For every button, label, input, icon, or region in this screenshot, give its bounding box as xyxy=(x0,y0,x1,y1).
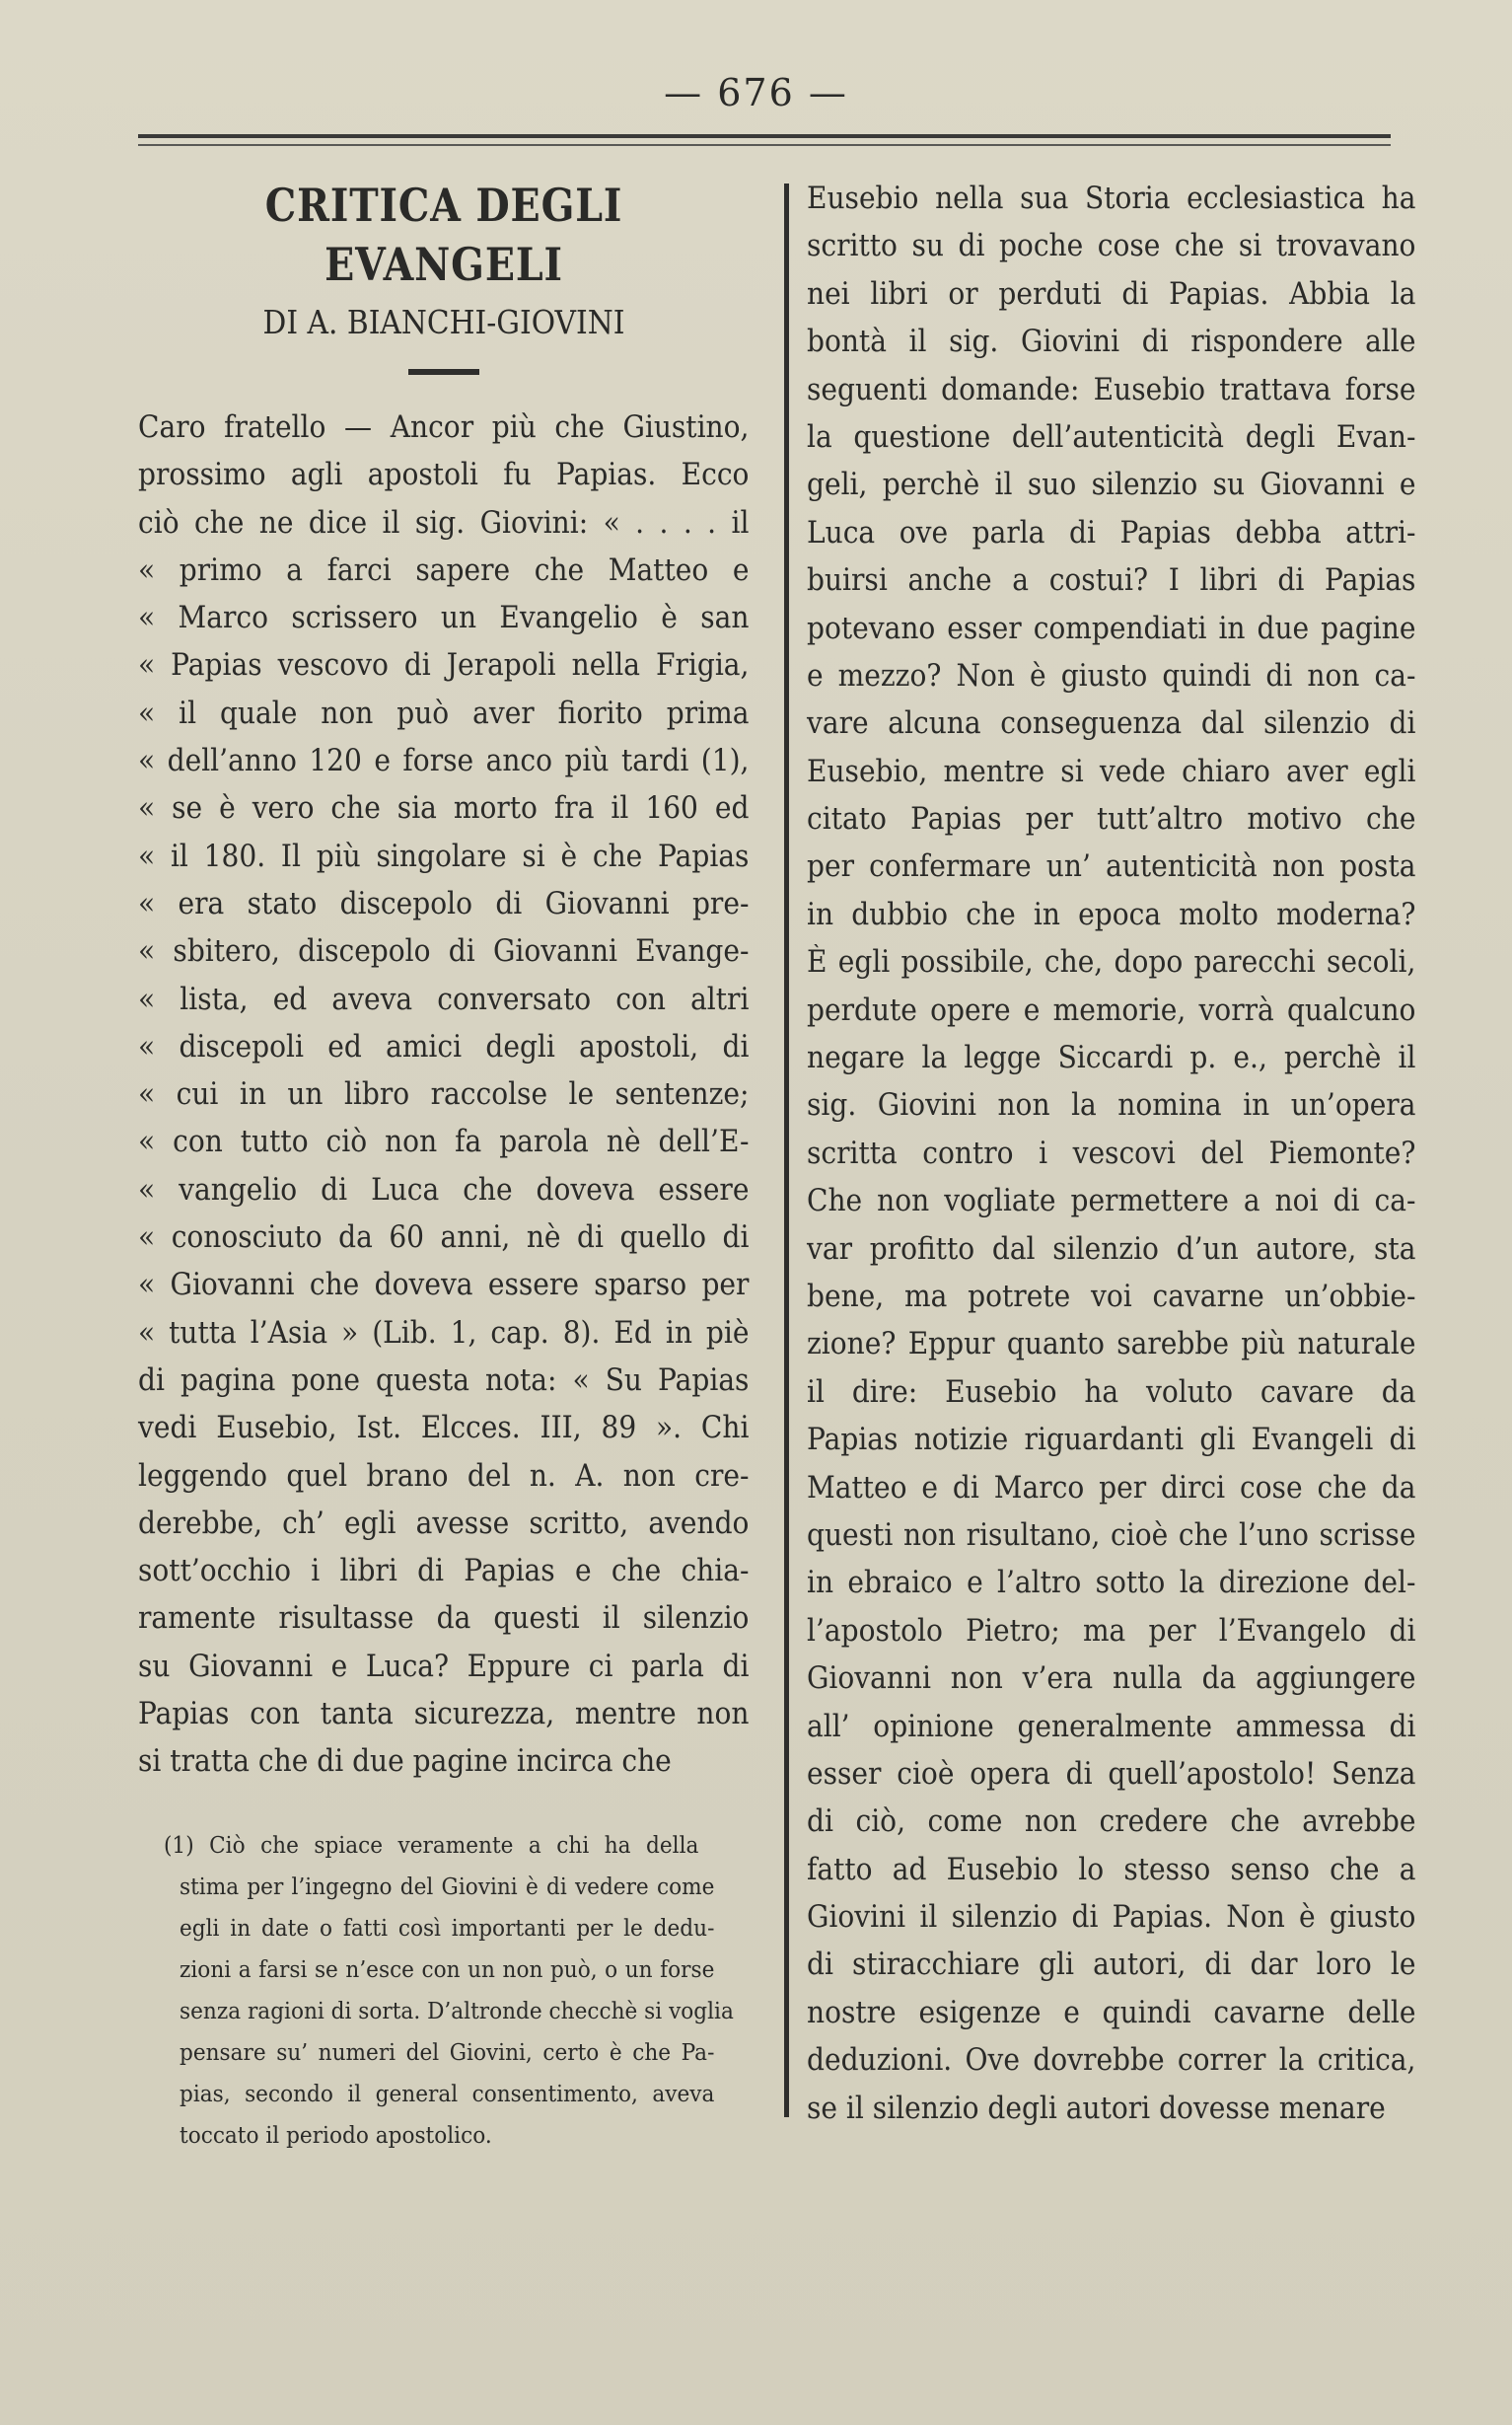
text-line: « conosciuto da 60 anni, nè di quello di xyxy=(138,1220,750,1256)
text-line: È egli possibile, che, dopo parecchi secoli, xyxy=(807,945,1416,981)
text-line: var profitto dal silenzio d’un autore, sta xyxy=(807,1231,1416,1267)
text-line: Luca ove parla di Papias debba attri- xyxy=(807,515,1416,551)
text-line: deduzioni. Ove dovrebbe correr la critica, xyxy=(807,2043,1416,2079)
text-line: su Giovanni e Luca? Eppure ci parla di xyxy=(138,1649,750,1684)
text-line: « discepoli ed amici degli apostoli, di xyxy=(138,1029,750,1065)
text-line: Papias con tanta sicurezza, mentre non xyxy=(138,1697,750,1732)
text-line: l’apostolo Pietro; ma per l’Evangelo di xyxy=(807,1613,1416,1649)
text-line: potevano esser compendiati in due pagine xyxy=(807,611,1416,646)
footnote-line: zioni a farsi se n’esce con un non può, o un forse xyxy=(180,1954,715,1983)
text-line: ramente risultasse da questi il silenzio xyxy=(138,1601,750,1637)
text-line: prossimo agli apostoli fu Papias. Ecco xyxy=(138,458,750,493)
text-line: di stiracchiare gli autori, di dar loro le xyxy=(807,1947,1416,1983)
text-line: buirsi anche a costui? I libri di Papias xyxy=(807,563,1416,599)
left-column xyxy=(138,176,750,2156)
text-line: derebbe, ch’ egli avesse scritto, avendo xyxy=(138,1506,750,1541)
text-line: vedi Eusebio, Ist. Elcces. III, 89 ». Chi xyxy=(138,1411,750,1446)
text-line: di ciò, come non credere che avrebbe xyxy=(807,1804,1416,1840)
text-line: se il silenzio degli autori dovesse menare xyxy=(807,2091,1386,2126)
article-author: DI A. BIANCHI-GIOVINI xyxy=(262,303,625,341)
header-rule-thin xyxy=(138,144,1391,146)
footnote-line: pias, secondo il general consentimento, aveva xyxy=(180,2079,715,2107)
header-rule xyxy=(138,134,1391,138)
text-line: Eusebio, mentre si vede chiaro aver egli xyxy=(807,754,1416,789)
text-line: seguenti domande: Eusebio trattava forse xyxy=(807,372,1416,407)
text-line: « vangelio di Luca che doveva essere xyxy=(138,1172,750,1208)
text-line: Matteo e di Marco per dirci cose che da xyxy=(807,1470,1416,1506)
text-line: e mezzo? Non è giusto quindi di non ca- xyxy=(807,658,1416,694)
text-line: « tutta l’Asia » (Lib. 1, cap. 8). Ed in piè xyxy=(138,1315,750,1351)
text-line: in dubbio che in epoca molto moderna? xyxy=(807,897,1416,932)
text-line: « il quale non può aver fiorito prima xyxy=(138,696,750,731)
text-line: Giovanni non v’era nulla da aggiungere xyxy=(807,1661,1416,1697)
text-line: Eusebio nella sua Storia ecclesiastica ha xyxy=(807,182,1416,216)
text-line: vare alcuna conseguenza dal silenzio di xyxy=(807,706,1416,742)
text-line: la questione dell’autenticità degli Evan- xyxy=(807,419,1416,455)
text-line: geli, perchè il suo silenzio su Giovanni e xyxy=(807,468,1416,503)
text-line: Papias notizie riguardanti gli Evangeli di xyxy=(807,1423,1416,1458)
text-line: sig. Giovini non la nomina in un’opera xyxy=(807,1088,1416,1124)
text-line: questi non risultano, cioè che l’uno scrisse xyxy=(807,1517,1416,1553)
text-line: « dell’anno 120 e forse anco più tardi (1), xyxy=(138,744,750,779)
text-line: « il 180. Il più singolare si è che Papias xyxy=(138,839,750,874)
text-line: per confermare un’ autenticità non posta xyxy=(807,849,1416,885)
text-line: « primo a farci sapere che Matteo e xyxy=(138,552,750,588)
text-line: « era stato discepolo di Giovanni pre- xyxy=(138,886,750,921)
text-line: di pagina pone questa nota: « Su Papias xyxy=(138,1362,750,1398)
footnote-line: senza ragioni di sorta. D’altronde checchè si voglia xyxy=(180,1996,734,2024)
text-line: « Marco scrissero un Evangelio è san xyxy=(138,601,750,636)
text-line: perdute opere e memorie, vorrà qualcuno xyxy=(807,992,1416,1028)
text-line: scritto su di poche cose che si trovavano xyxy=(807,229,1416,264)
left-body-text xyxy=(138,404,750,1787)
text-line: sott’occhio i libri di Papias e che chia- xyxy=(138,1554,750,1589)
text-line: negare la legge Siccardi p. e., perchè il xyxy=(807,1041,1416,1076)
text-line: « cui in un libro raccolse le sentenze; xyxy=(138,1077,750,1113)
footnote-line: toccato il periodo apostolico. xyxy=(180,2120,492,2149)
text-line: nei libri or perduti di Papias. Abbia la xyxy=(807,276,1416,312)
footnote-line: (1) Ciò che spiace veramente a chi ha della xyxy=(164,1830,699,1859)
text-line: fatto ad Eusebio lo stesso senso che a xyxy=(807,1852,1416,1887)
text-line: Caro fratello — Ancor più che Giustino, xyxy=(138,410,750,445)
text-line: bontà il sig. Giovini di rispondere alle xyxy=(807,325,1416,360)
text-line: nostre esigenze e quindi cavarne delle xyxy=(807,1995,1416,2030)
text-line: zione? Eppur quanto sarebbe più naturale xyxy=(807,1327,1416,1362)
text-line: il dire: Eusebio ha voluto cavare da xyxy=(807,1374,1416,1410)
text-line: all’ opinione generalmente ammessa di xyxy=(807,1709,1416,1744)
text-line: « lista, ed aveva conversato con altri xyxy=(138,982,750,1017)
footnote-line: stima per l’ingegno del Giovini è di vedere come xyxy=(180,1872,715,1900)
footnote-line: pensare su’ numeri del Giovini, certo è che Pa- xyxy=(180,2037,715,2066)
right-body-text xyxy=(807,176,1416,2133)
text-line: si tratta che di due pagine incirca che xyxy=(138,1744,672,1780)
footnote xyxy=(138,1824,750,2156)
text-line: leggendo quel brano del n. A. non cre- xyxy=(138,1458,750,1494)
text-line: bene, ma potrete voi cavarne un’obbie- xyxy=(807,1279,1416,1314)
article-title: CRITICA DEGLI EVANGELI xyxy=(264,179,623,291)
text-line: « con tutto ciò non fa parola nè dell’E- xyxy=(138,1125,750,1160)
text-line: « se è vero che sia morto fra il 160 ed xyxy=(138,791,750,827)
footnote-line: egli in date o fatti così importanti per le dedu- xyxy=(180,1913,715,1942)
text-line: « Giovanni che doveva essere sparso per xyxy=(138,1268,750,1303)
text-line: Giovini il silenzio di Papias. Non è giusto xyxy=(807,1900,1416,1936)
text-line: ciò che ne dice il sig. Giovini: « . . . . il xyxy=(138,505,750,541)
text-line: esser cioè opera di quell’apostolo! Senza xyxy=(807,1756,1416,1792)
page-number: — 676 — xyxy=(664,71,848,114)
column-divider xyxy=(784,184,789,2117)
right-column xyxy=(807,176,1416,2133)
text-line: « sbitero, discepolo di Giovanni Evange- xyxy=(138,934,750,970)
text-line: in ebraico e l’altro sotto la direzione del- xyxy=(807,1566,1416,1601)
text-line: citato Papias per tutt’altro motivo che xyxy=(807,802,1416,838)
text-line: scritta contro i vescovi del Piemonte? xyxy=(807,1136,1416,1171)
text-line: Che non vogliate permettere a noi di ca- xyxy=(807,1184,1416,1219)
text-line: « Papias vescovo di Jerapoli nella Frigia, xyxy=(138,648,750,684)
title-separator xyxy=(408,369,479,375)
